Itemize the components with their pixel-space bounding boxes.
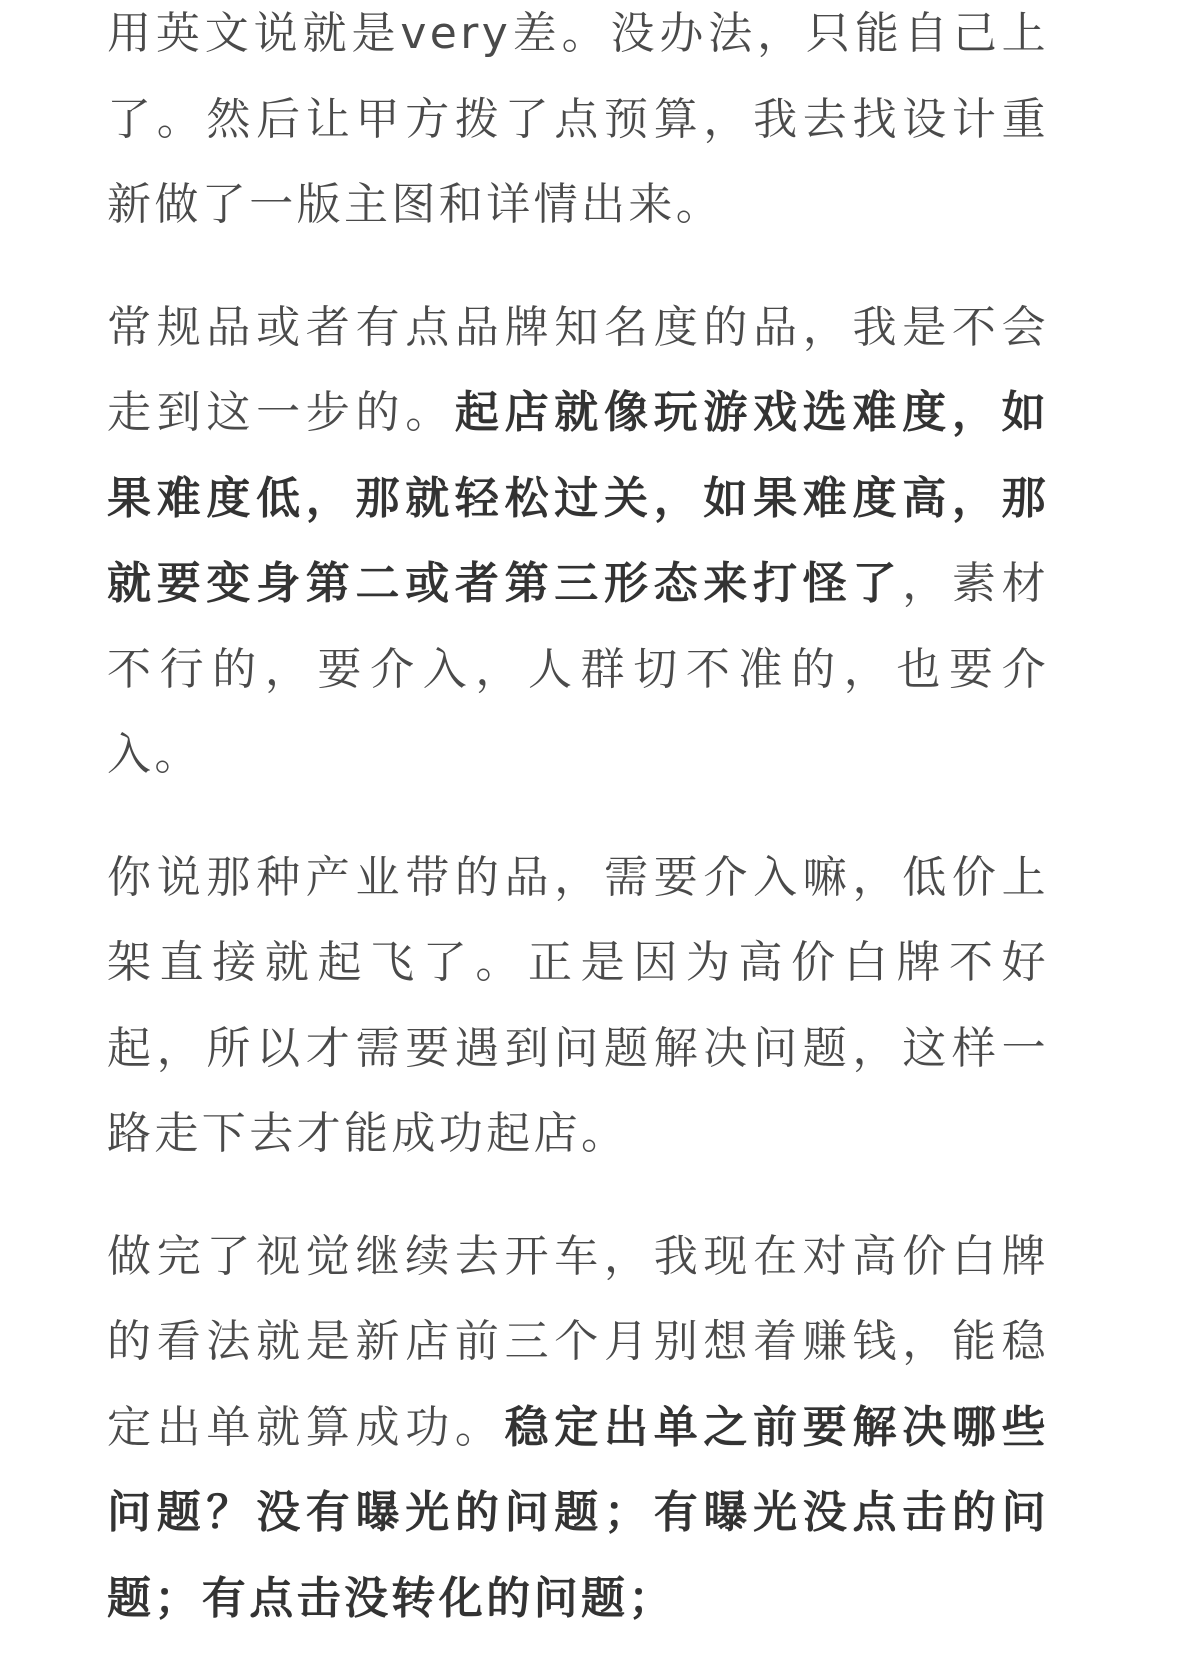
paragraph-1	[107, 0, 1049, 248]
paragraph-4-text: 做完了视觉继续去开车，我现在对高价白牌的看法就是新店前三个月别想着赚钱，能稳定出单就算成功。	[107, 1230, 1049, 1453]
paragraph-2-emphasis: 起店就像玩游戏选难度，如果难度低，那就轻松过关，如果难度高，那就要变身第二或者第三形态来打怪了	[107, 387, 1049, 609]
paragraph-4	[107, 1214, 1049, 1642]
paragraph-1-text: 用英文说就是very差。没办法，只能自己上了。然后让甲方拨了点预算，我去找设计重新做了一版主图和详情出来。	[107, 8, 1049, 230]
article-body	[107, 0, 1049, 1678]
paragraph-2-text: 常规品或者有点品牌知名度的品，我是不会走到这一步的。	[107, 301, 1049, 438]
paragraph-3-text: 你说那种产业带的品，需要介入嘛，低价上架直接就起飞了。正是因为高价白牌不好起，所以才需要遇到问题解决问题，这样一路走下去才能成功起店。	[107, 851, 1049, 1159]
paragraph-4-emphasis: 稳定出单之前要解决哪些问题？没有曝光的问题；有曝光没点击的问题；有点击没转化的问题；	[107, 1401, 1050, 1624]
paragraph-2	[107, 285, 1049, 798]
paragraph-2-text-end: ，素材不行的，要介入，人群切不准的，也要介入。	[107, 558, 1050, 780]
paragraph-3	[107, 835, 1049, 1177]
